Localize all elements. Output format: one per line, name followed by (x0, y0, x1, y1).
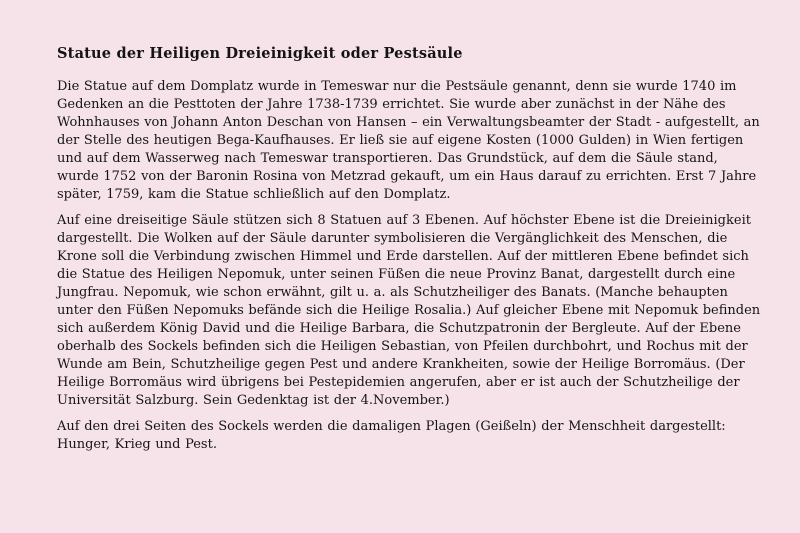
paragraph-plagues: Auf den drei Seiten des Sockels werden die damaligen Plagen (Geißeln) der Menschheit dargestellt: Hunger, Krieg und Pest. (57, 419, 726, 452)
paragraph-description: Auf eine dreiseitige Säule stützen sich 8 Statuen auf 3 Ebenen. Auf höchster Ebene ist die Dreieinigkeit dargestellt. Die Wolken auf der Säule darunter symbolisieren die Vergänglichkeit des Menschen, die Krone soll die Verbindung zwischen Himmel und Erde darstellen. Auf der mittleren Ebene befindet sich die Statue des Heiligen Nepomuk, unter seinen Füßen die neue Provinz Banat, dargestellt durch eine Jungfrau. Nepomuk, wie schon erwähnt, gilt u. a. als Schutzheiliger des Banats. (Manche behaupten unter den Füßen Nepomuks befände sich die Heilige Rosalia.) Auf gleicher Ebene mit Nepomuk befinden sich außerdem König David und die Heilige Barbara, die Schutzpatronin der Bergleute. Auf der Ebene oberhalb des Sockels befinden sich die Heiligen Sebastian, von Pfeilen durchbohrt, und Rochus mit der Wunde am Bein, Schutzheilige gegen Pest und andere Krankheiten, sowie der Heilige Borromäus. (Der Heilige Borromäus wird übrigens bei Pestepidemien angerufen, aber er ist auch der Schutzheilige der Universität Salzburg. Sein Gedenktag ist der 4.November.) (57, 213, 761, 408)
page-title: Statue der Heiligen Dreieinigkeit oder Pestsäule (57, 45, 463, 62)
paragraph-history: Die Statue auf dem Domplatz wurde in Temeswar nur die Pestsäule genannt, denn sie wurde 1740 im Gedenken an die Pesttoten der Jahre 1738-1739 errichtet. Sie wurde aber zunächst in der Nähe des Wohnhauses von Johann Anton Deschan von Hansen – ein Verwaltungsbeamter der Stadt - aufgestellt, an der Stelle des heutigen Bega-Kaufhauses. Er ließ sie auf eigene Kosten (1000 Gulden) in Wien fertigen und auf dem Wasserweg nach Temeswar transportieren. Das Grundstück, auf dem die Säule stand, wurde 1752 von der Baronin Rosina von Metzrad gekauft, um ein Haus darauf zu errichten. Erst 7 Jahre später, 1759, kam die Statue schließlich auf den Domplatz. (57, 79, 760, 202)
